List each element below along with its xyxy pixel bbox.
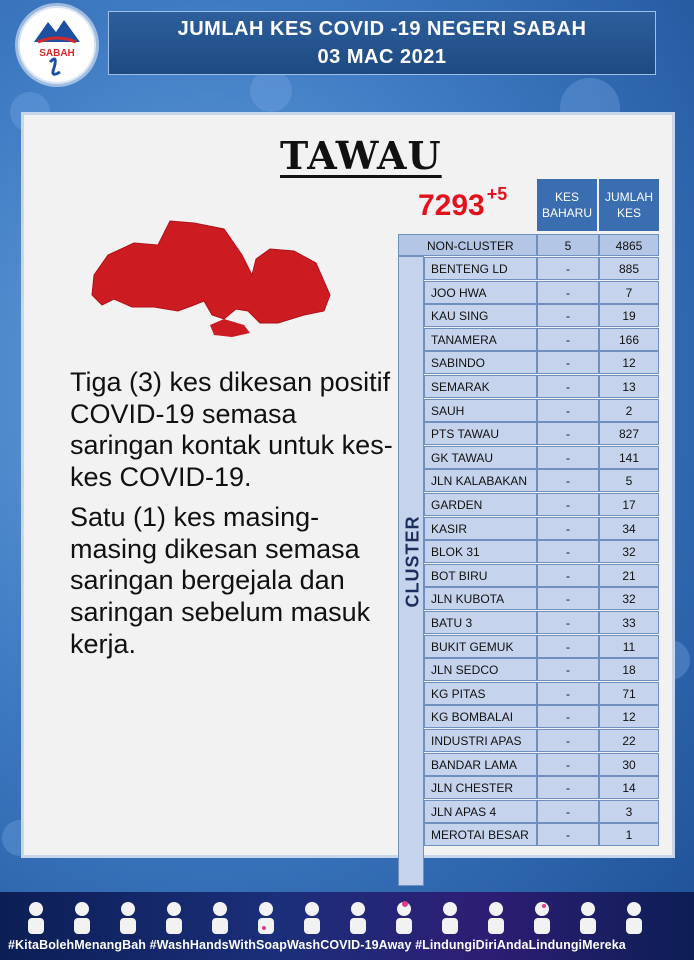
header-title: JUMLAH KES COVID -19 NEGERI SABAH <box>177 18 587 40</box>
cluster-name: SAUH <box>424 399 537 422</box>
cluster-name: GK TAWAU <box>424 446 537 469</box>
cluster-new-cases: - <box>537 351 599 374</box>
non-cluster-total: 4865 <box>599 234 659 256</box>
column-header-new: KES BAHARU <box>537 179 597 231</box>
frontliner-figures-icon <box>24 898 670 936</box>
total-increase: +5 <box>486 184 508 204</box>
header-date: 03 MAC 2021 <box>317 46 447 68</box>
cluster-name: KG PITAS <box>424 682 537 705</box>
virus-decoration-icon <box>250 70 292 112</box>
cluster-name: JOO HWA <box>424 281 537 304</box>
cluster-new-cases: - <box>537 328 599 351</box>
cluster-name: PTS TAWAU <box>424 422 537 445</box>
cluster-total-cases: 7 <box>599 281 659 304</box>
cluster-new-cases: - <box>537 304 599 327</box>
column-header-total: JUMLAH KES <box>599 179 659 231</box>
cluster-total-cases: 71 <box>599 682 659 705</box>
cluster-name: JLN APAS 4 <box>424 800 537 823</box>
cluster-total-cases: 13 <box>599 375 659 398</box>
cluster-name: KG BOMBALAI <box>424 705 537 728</box>
cluster-name: BATU 3 <box>424 611 537 634</box>
cluster-new-cases: - <box>537 705 599 728</box>
cluster-total-cases: 166 <box>599 328 659 351</box>
cluster-total-cases: 5 <box>599 469 659 492</box>
cluster-new-cases: - <box>537 611 599 634</box>
cluster-total-cases: 32 <box>599 587 659 610</box>
sabah-logo <box>18 6 96 84</box>
cluster-total-cases: 12 <box>599 705 659 728</box>
cluster-new-cases: - <box>537 517 599 540</box>
content-panel <box>24 115 672 855</box>
cluster-total-cases: 22 <box>599 729 659 752</box>
cluster-new-cases: - <box>537 399 599 422</box>
cluster-new-cases: - <box>537 257 599 280</box>
cluster-total-cases: 21 <box>599 564 659 587</box>
cluster-new-cases: - <box>537 658 599 681</box>
cluster-new-cases: - <box>537 753 599 776</box>
cluster-total-cases: 32 <box>599 540 659 563</box>
description-paragraph-2: Satu (1) kes masing-masing dikesan semasa saringan bergejala dan saringan sebelum masuk kerja. <box>70 501 371 659</box>
cluster-name: KAU SING <box>424 304 537 327</box>
non-cluster-name: NON-CLUSTER <box>398 234 537 256</box>
cluster-name: BLOK 31 <box>424 540 537 563</box>
cluster-total-cases: 1 <box>599 823 659 846</box>
description-text <box>70 367 400 660</box>
cluster-total-cases: 33 <box>599 611 659 634</box>
cluster-name: TANAMERA <box>424 328 537 351</box>
cluster-new-cases: - <box>537 635 599 658</box>
footer-hashtags: #KitaBolehMenangBah #WashHandsWithSoapWashCOVID-19Away #LindungiDiriAndaLindungiMereka <box>8 938 626 952</box>
cluster-name: BUKIT GEMUK <box>424 635 537 658</box>
tawau-map-icon <box>74 215 354 345</box>
cluster-label: CLUSTER <box>402 515 423 608</box>
total-value: 7293 <box>418 189 485 222</box>
non-cluster-new: 5 <box>537 234 599 256</box>
cluster-new-cases: - <box>537 493 599 516</box>
cluster-new-cases: - <box>537 800 599 823</box>
logo-text: SABAH <box>39 48 75 59</box>
cluster-new-cases: - <box>537 375 599 398</box>
cluster-name: SEMARAK <box>424 375 537 398</box>
total-cases <box>418 184 508 223</box>
description-paragraph-1: Tiga (3) kes dikesan positif COVID-19 semasa saringan kontak untuk kes-kes COVID-19. <box>70 367 393 493</box>
cluster-new-cases: - <box>537 682 599 705</box>
cluster-name: INDUSTRI APAS <box>424 729 537 752</box>
cluster-name: SABINDO <box>424 351 537 374</box>
cluster-total-cases: 141 <box>599 446 659 469</box>
cluster-total-cases: 18 <box>599 658 659 681</box>
cluster-name: BENTENG LD <box>424 257 537 280</box>
cluster-new-cases: - <box>537 823 599 846</box>
cluster-label-cell <box>398 256 424 886</box>
cluster-name: JLN KUBOTA <box>424 587 537 610</box>
cluster-new-cases: - <box>537 446 599 469</box>
cluster-total-cases: 14 <box>599 776 659 799</box>
cluster-new-cases: - <box>537 587 599 610</box>
cluster-total-cases: 3 <box>599 800 659 823</box>
cluster-new-cases: - <box>537 469 599 492</box>
district-title: TAWAU <box>280 133 442 178</box>
cluster-name: KASIR <box>424 517 537 540</box>
cluster-total-cases: 30 <box>599 753 659 776</box>
cluster-new-cases: - <box>537 540 599 563</box>
cluster-new-cases: - <box>537 422 599 445</box>
cluster-new-cases: - <box>537 729 599 752</box>
footer-banner <box>0 892 694 960</box>
cluster-total-cases: 34 <box>599 517 659 540</box>
cluster-name: BOT BIRU <box>424 564 537 587</box>
cluster-name: MEROTAI BESAR <box>424 823 537 846</box>
cluster-total-cases: 11 <box>599 635 659 658</box>
cluster-total-cases: 827 <box>599 422 659 445</box>
cluster-total-cases: 12 <box>599 351 659 374</box>
cluster-name: GARDEN <box>424 493 537 516</box>
cluster-new-cases: - <box>537 776 599 799</box>
cluster-total-cases: 19 <box>599 304 659 327</box>
cluster-total-cases: 17 <box>599 493 659 516</box>
cluster-name: JLN SEDCO <box>424 658 537 681</box>
cluster-name: JLN CHESTER <box>424 776 537 799</box>
cluster-total-cases: 885 <box>599 257 659 280</box>
cluster-name: BANDAR LAMA <box>424 753 537 776</box>
cluster-total-cases: 2 <box>599 399 659 422</box>
header-banner <box>108 11 656 75</box>
cluster-new-cases: - <box>537 564 599 587</box>
cluster-name: JLN KALABAKAN <box>424 469 537 492</box>
cluster-new-cases: - <box>537 281 599 304</box>
